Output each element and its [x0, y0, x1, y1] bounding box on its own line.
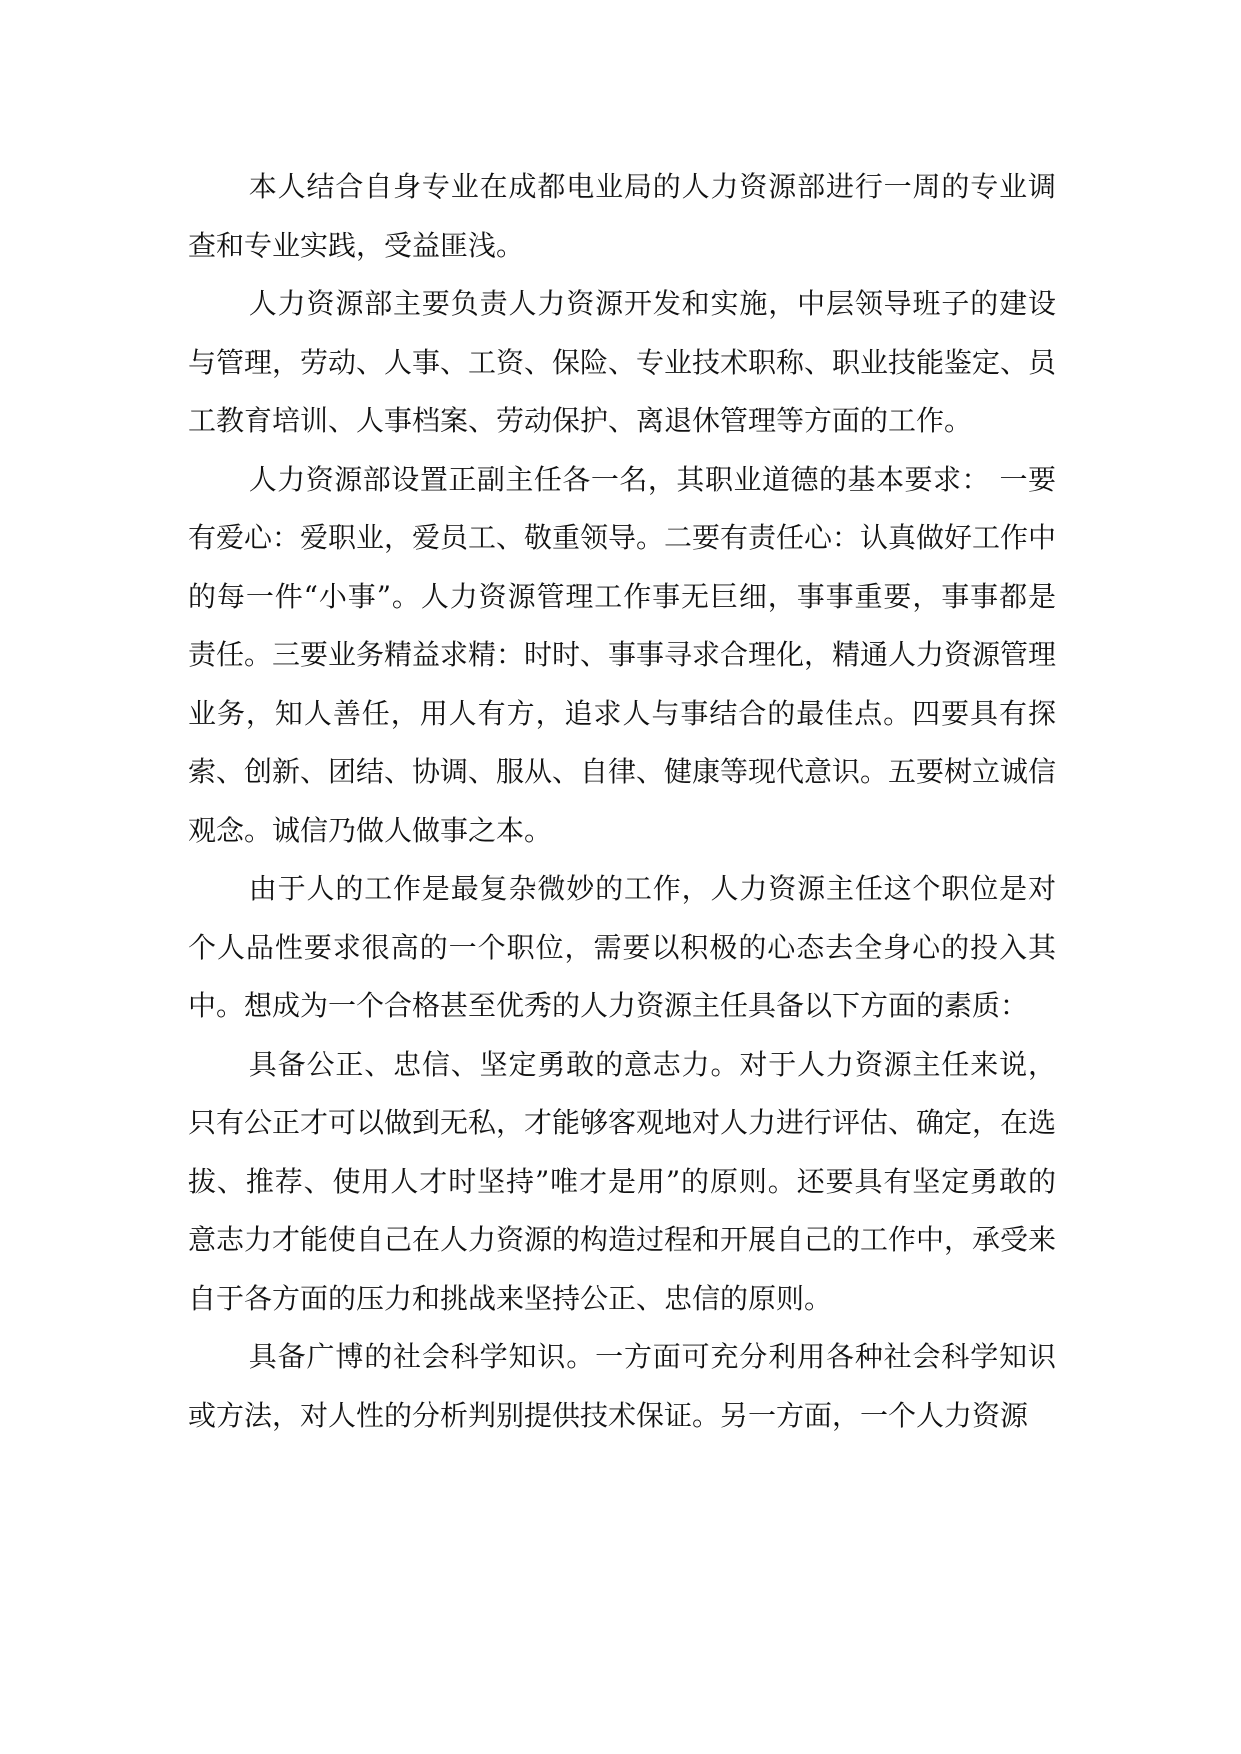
paragraph-director-qualities-intro: 由于人的工作是最复杂微妙的工作，人力资源主任这个职位是对个人品性要求很高的一个职位，需要以积极的心态去全身心的投入其中。想成为一个合格甚至优秀的人力资源主任具备以下方面的素质：: [188, 872, 1056, 1022]
paragraph-social-science-knowledge: 具备广博的社会科学知识。一方面可充分利用各种社会科学知识或方法，对人性的分析判别提供技术保证。另一方面，一个人力资源: [188, 1340, 1056, 1432]
paragraph-intro: 本人结合自身专业在成都电业局的人力资源部进行一周的专业调查和专业实践，受益匪浅。: [188, 170, 1056, 262]
paragraph-professional-ethics: 人力资源部设置正副主任各一名，其职业道德的基本要求： 一要有爱心：爱职业，爱员工、敬重领导。二要有责任心：认真做好工作中的每一件“小事”。人力资源管理工作事无巨细，事事重要，事事都是责任。三要业务精益求精：时时、事事寻求合理化，精通人力资源管理业务，知人善任，用人有方，追求人与事结合的最佳点。四要具有探索、创新、团结、协调、服从、自律、健康等现代意识。五要树立诚信观念。诚信乃做人做事之本。: [188, 462, 1057, 847]
document-body: [188, 158, 1056, 1445]
paragraph-fairness-willpower: 具备公正、忠信、坚定勇敢的意志力。对于人力资源主任来说，只有公正才可以做到无私，才能够客观地对人力进行评估、确定，在选拔、推荐、使用人才时坚持”唯才是用”的原则。还要具有坚定勇敢的意志力才能使自己在人力资源的构造过程和开展自己的工作中，承受来自于各方面的压力和挑战来坚持公正、忠信的原则。: [188, 1047, 1057, 1315]
paragraph-hr-responsibilities: 人力资源部主要负责人力资源开发和实施，中层领导班子的建设与管理，劳动、人事、工资、保险、专业技术职称、职业技能鉴定、员工教育培训、人事档案、劳动保护、离退休管理等方面的工作。: [188, 287, 1057, 437]
